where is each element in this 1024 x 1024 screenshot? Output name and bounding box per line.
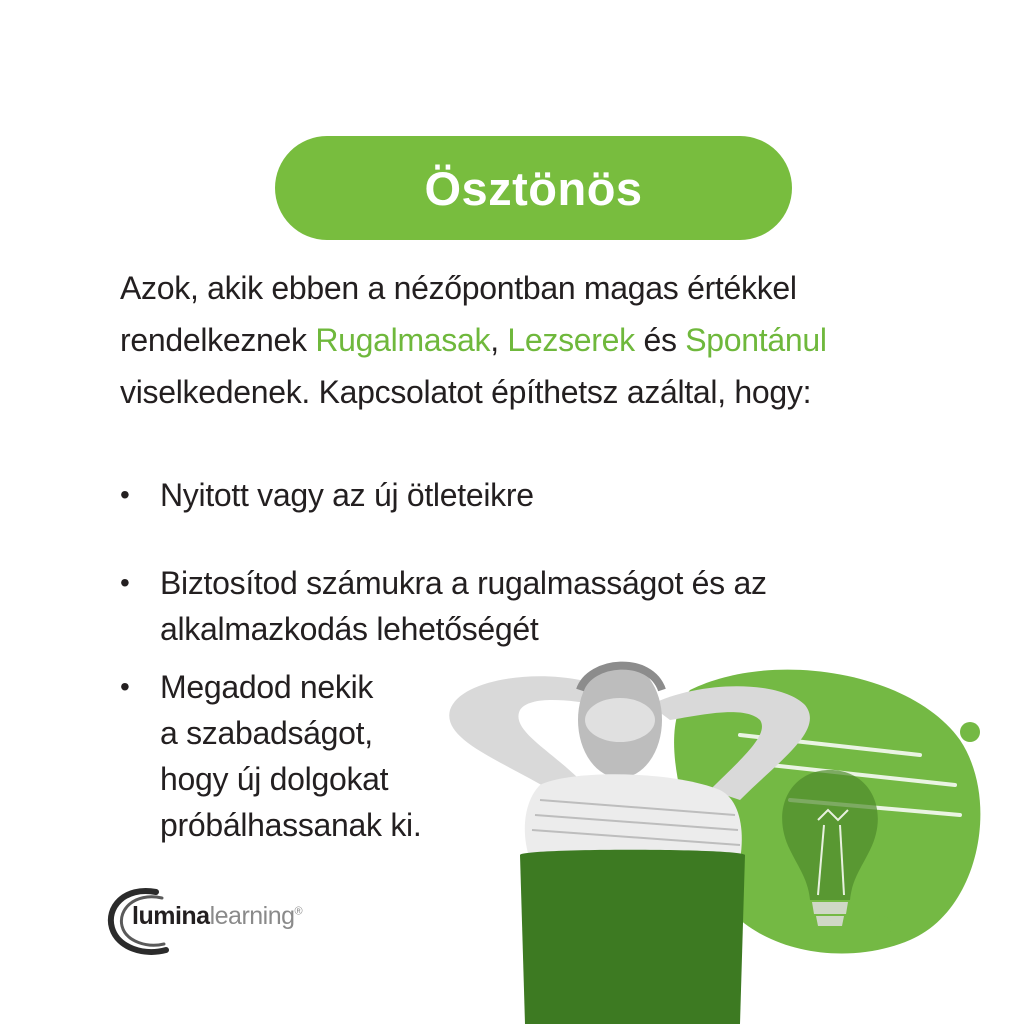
bullet-icon: • — [120, 567, 130, 598]
intro-sep-1: , — [490, 322, 508, 358]
list-item — [120, 664, 460, 848]
lumina-learning-logo — [104, 880, 344, 960]
page-title: Ösztönös — [424, 161, 643, 215]
intro-paragraph — [120, 262, 980, 418]
hands-shape — [585, 698, 655, 742]
highlight-spontaneous: Spontánul — [685, 322, 827, 358]
list-item-line: Megadod nekik — [160, 669, 374, 705]
list-item-line: Nyitott vagy az új ötleteikre — [160, 477, 534, 513]
left-arm-shape — [449, 676, 600, 790]
list-item-line: hogy új dolgokat — [160, 761, 389, 797]
registered-mark: ® — [294, 905, 303, 918]
decorative-dot-icon — [960, 722, 980, 742]
title-banner — [275, 136, 792, 240]
logo-wordmark — [132, 902, 302, 931]
intro-text-2: viselkedenek. Kapcsolatot építhetsz azáltal, hogy: — [120, 374, 812, 410]
decorative-dot-icon — [872, 916, 892, 936]
logo-word-lumina: lumina — [132, 902, 210, 930]
chair-back-shape — [520, 850, 745, 1024]
intro-sep-2: és — [634, 322, 686, 358]
logo-word-learning: learning — [209, 902, 295, 930]
list-item-line: Biztosítod számukra a rugalmasságot és az — [160, 565, 767, 601]
intro-text-1: Azok, akik ebben a nézőpontban magas értékkel rendelkeznek — [120, 270, 797, 358]
list-item — [120, 472, 534, 518]
highlight-casual: Lezserek — [507, 322, 635, 358]
relaxed-person-illustration — [440, 650, 1024, 1024]
list-item-line: alkalmazkodás lehetőségét — [160, 611, 539, 647]
list-item-line: a szabadságot, — [160, 715, 373, 751]
highlight-flexible: Rugalmasak — [315, 322, 491, 358]
list-item — [120, 560, 880, 652]
bullet-icon: • — [120, 671, 130, 702]
list-item-line: próbálhassanak ki. — [160, 807, 422, 843]
bullet-icon: • — [120, 479, 130, 510]
